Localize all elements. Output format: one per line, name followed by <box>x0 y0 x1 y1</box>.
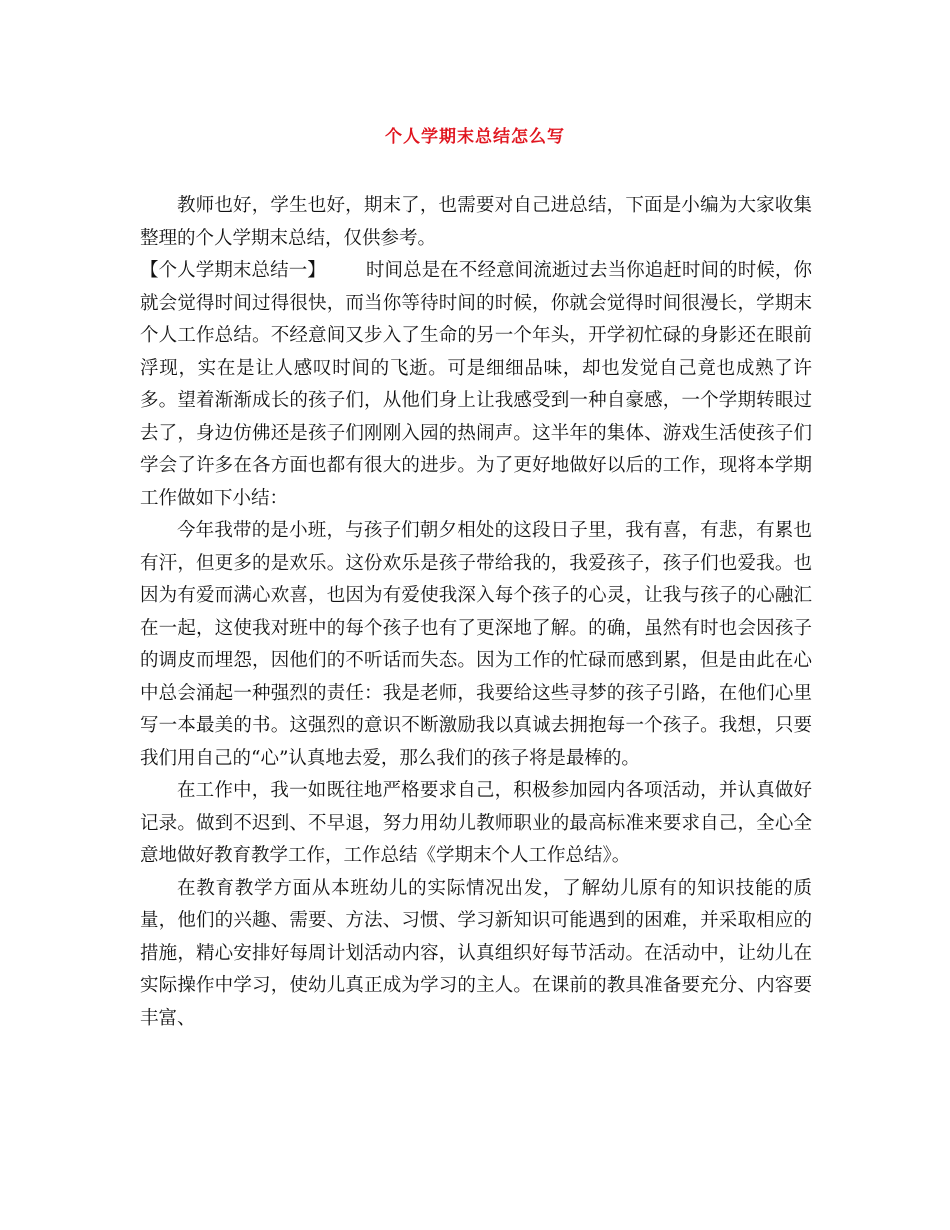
page-title: 个人学期末总结怎么写 <box>385 127 565 147</box>
body-paragraph: 在教育教学方面从本班幼儿的实际情况出发，了解幼儿原有的知识技能的质量，他们的兴趣、需要、方法、习惯、学习新知识可能遇到的困难，并采取相应的措施，精心安排好每周计划活动内容，认真组织好每节活动。在活动中，让幼儿在实际操作中学习，使幼儿真正成为学习的主人。在课前的教具准备要充分、内容要丰富、 <box>140 877 812 1029</box>
body-paragraph: 今年我带的是小班，与孩子们朝夕相处的这段日子里，我有喜，有悲，有累也有汗，但更多的是欢乐。这份欢乐是孩子带给我的，我爱孩子，孩子们也爱我。也因为有爱而满心欢喜，也因为有爱使我深入每个孩子的心灵，让我与孩子的心融汇在一起，这使我对班中的每个孩子也有了更深地了解。的确，虽然有时也会因孩子的调皮而埋怨，因他们的不听话而失态。因为工作的忙碌而感到累，但是由此在心中总会涌起一种强烈的责任：我是老师，我要给这些寻梦的孩子引路，在他们心里写一本最美的书。这强烈的意识不断激励我以真诚去拥抱每一个孩子。我想，只要我们用自己的“心”认真地去爱，那么我们的孩子将是最棒的。 <box>140 520 812 769</box>
body-paragraph: 在工作中，我一如既往地严格要求自己，积极参加园内各项活动，并认真做好记录。做到不迟到、不早退，努力用幼儿教师职业的最高标准来要求自己，全心全意地做好教育教学工作，工作总结《学期末个人工作总结》。 <box>140 780 812 866</box>
document-body <box>140 190 812 1035</box>
section-heading: 【个人学期末总结一】 <box>140 260 326 281</box>
section-one <box>140 255 812 515</box>
section-first-paragraph: 时间总是在不经意间流逝过去当你追赶时间的时候，你就会觉得时间过得很快，而当你等待时间的时候，你就会觉得时间很漫长，学期末个人工作总结。不经意间又步入了生命的另一个年头，开学初忙碌的身影还在眼前浮现，实在是让人感叹时间的飞逝。可是细细品味，却也发觉自己竟也成熟了许多。望着渐渐成长的孩子们，从他们身上让我感受到一种自豪感，一个学期转眼过去了，身边仿佛还是孩子们刚刚入园的热闹声。这半年的集体、游戏生活使孩子们学会了许多在各方面也都有很大的进步。为了更好地做好以后的工作，现将本学期工作做如下小结： <box>140 260 812 509</box>
intro-paragraph: 教师也好，学生也好，期末了，也需要对自己进总结，下面是小编为大家收集整理的个人学期末总结，仅供参考。 <box>140 195 812 249</box>
